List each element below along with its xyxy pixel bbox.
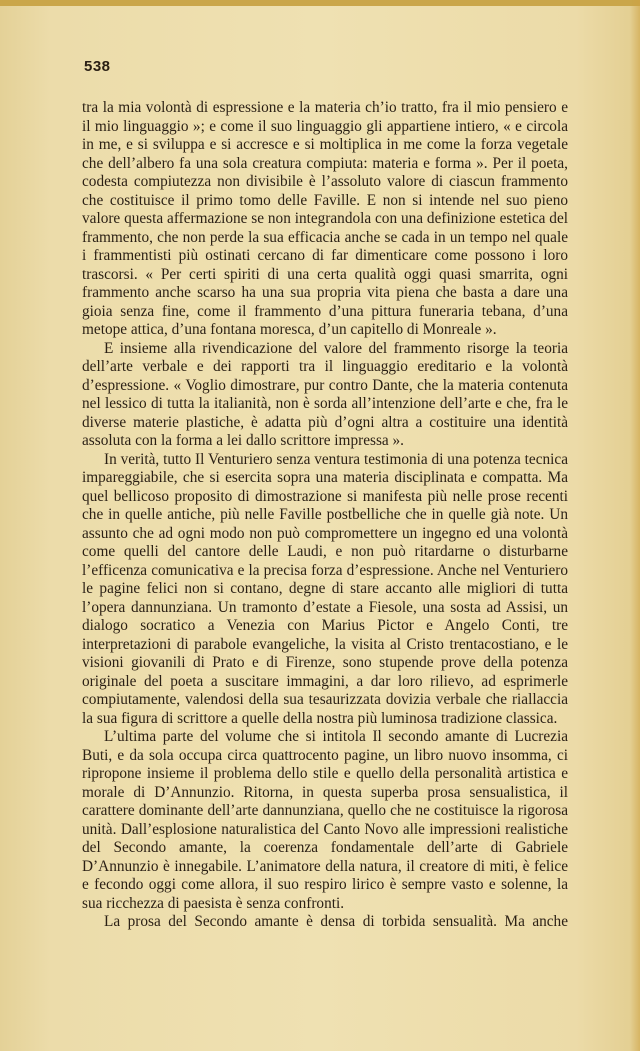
page-number: 538 <box>84 58 111 75</box>
page-top-edge <box>0 0 640 6</box>
body-text <box>82 99 568 932</box>
paragraph: In verità, tutto Il Venturiero senza ventura testimonia di una potenza tecnica impareggiabile, che si esercita sopra una materia disciplinata e compatta. Ma quel bellicoso proposito di dimostrazione si manifesta più nelle prose recenti che in quelle antiche, più nelle Faville postbelliche che in quelle già note. Un assunto che ad ogni modo non può compromettere un ingegno ed una volontà come quelli del cantore delle Laudi, e non può ritardarne o disturbarne l’efficenza comunicativa e la precisa forza d’espressione. Anche nel Venturiero le pagine felici non si contano, degne di stare accanto alle migliori di tutta l’opera dannunziana. Un tramonto d’estate a Fiesole, una sosta ad Assisi, un dialogo socratico a Venezia con Marius Pictor e Angelo Conti, tre interpretazioni di parabole evangeliche, la visita al Cristo trentacostiano, e le visioni giovanili di Prato e di Firenze, sono stupende prove della potenza originale del poeta a suscitare immagini, a dar loro rilievo, ad esprimerle compiutamente, valendosi della sua tesaurizzata dovizia verbale che riallaccia la sua figura di scrittore a quelle della nostra più luminosa tradizione classica. <box>82 450 568 727</box>
paragraph: tra la mia volontà di espressione e la materia ch’io tratto, fra il mio pensiero e il mio linguaggio »; e come il suo linguaggio gli appartiene intiero, « e circola in me, e si sviluppa e si accresce e si moltiplica in me come la forza vegetale che dell’albero fa una sola creatura compiuta: materia e forma ». Per il poeta, codesta compiutezza non divisibile è l’assoluto valore di ciascun frammento che costituisce il primo tomo delle Faville. E non si intende nel suo pieno valore questa affermazione se non integrandola con una definizione estetica del frammento, che non perde la sua efficacia anche se cada in un tempo nel quale i frammentisti più ostinati cercano di far dimenticare come possono i loro trascorsi. « Per certi spiriti di una certa qualità oggi quasi smarrita, ogni frammento anche scarso ha una sua propria vita piena che basta a dare una gioia senza fine, come il frammento d’una pittura funeraria tebana, d’una metope attica, d’una fontana moresca, d’un capitello di Monreale ». <box>82 99 568 338</box>
paragraph: E insieme alla rivendicazione del valore del frammento risorge la teoria dell’arte verbale e dei rapporti tra il linguaggio ereditario e la volontà d’espressione. « Voglio dimostrare, pur contro Dante, che la materia contenuta nel lessico di tutta la italianità, non è sorda all’intenzione dell’arte e che, fra le diverse materie plastiche, è adatta più d’ogni altra a costituire una identità assoluta con la forma a lei dallo scrittore impressa ». <box>82 339 568 449</box>
paragraph: La prosa del Secondo amante è densa di torbida sensualità. Ma anche <box>104 913 568 930</box>
paragraph: L’ultima parte del volume che si intitola Il secondo amante di Lucrezia Buti, e da sola occupa circa quattrocento pagine, un libro nuovo insomma, ci ripropone insieme il problema dello stile e quello della personalità artistica e morale di D’Annunzio. Ritorna, in questa superba prosa sensualistica, il carattere dominante dell’arte dannunziana, quello che ne costituisce la rigorosa unità. Dall’esplosione naturalistica del Canto Novo alle impressioni realistiche del Secondo amante, la coerenza fondamentale dell’arte di Gabriele D’Annunzio è innegabile. L’animatore della natura, il creatore di miti, è felice e fecondo oggi come allora, il suo respiro lirico è sempre vasto e solenne, la sua ricchezza di paesista è senza confronti. <box>82 728 568 912</box>
page-gutter-shadow <box>630 0 640 1051</box>
